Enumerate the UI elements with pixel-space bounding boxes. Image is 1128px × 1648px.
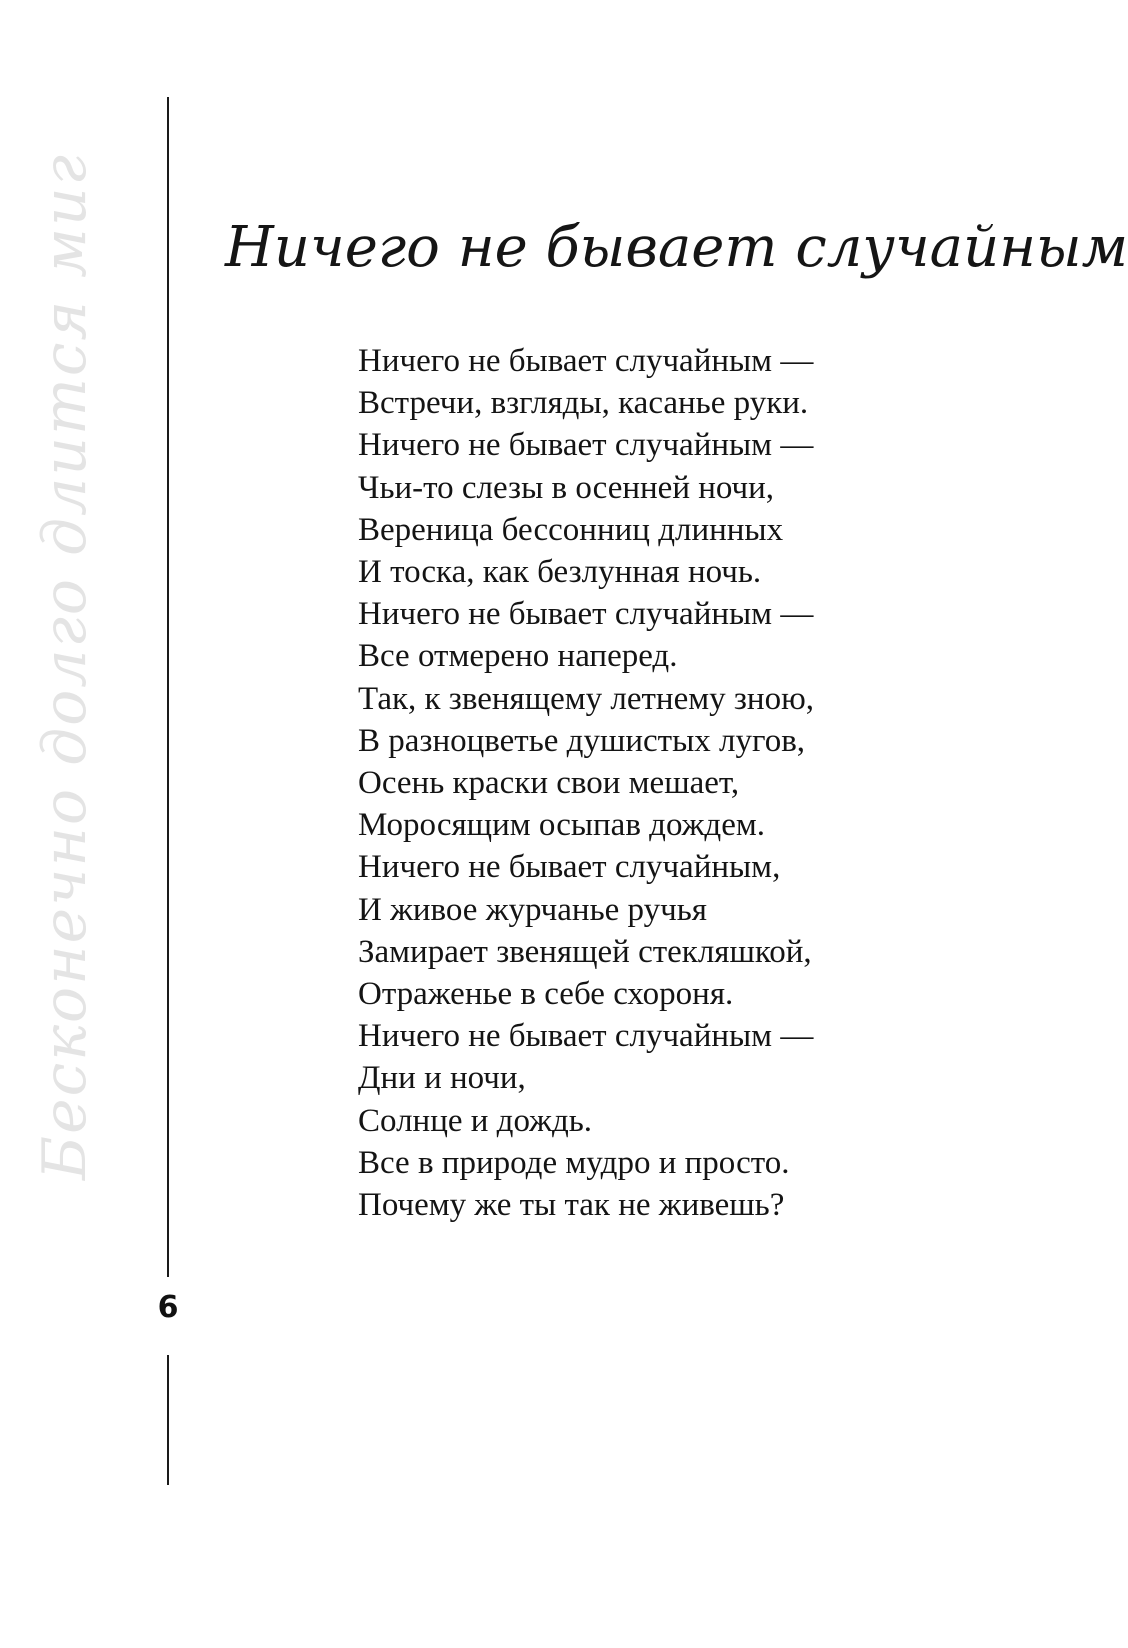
poem-line: Все в природе мудро и просто. [358, 1144, 790, 1181]
poem-line: Все отмерено наперед. [358, 638, 678, 675]
poem-line: Дни и ночи, [358, 1060, 526, 1097]
poem-line: Так, к звенящему летнему зною, [358, 680, 814, 717]
poem-line: Ничего не бывает случайным — [358, 343, 814, 379]
poem-line: Почему же ты так не живешь? [358, 1187, 785, 1224]
poem-line: Чьи-то слезы в осенней ночи, [358, 469, 775, 506]
poem-line: В разноцветье душистых лугов, [358, 722, 806, 759]
poem-line: Замирает звенящей стекляшкой, [358, 933, 812, 970]
poem-line: Вереница бессонниц длинных [358, 511, 784, 548]
poem-line: Солнце и дождь. [358, 1102, 593, 1139]
poem-body [358, 340, 814, 1226]
running-title: Бесконечно долго длится миг [30, 153, 100, 1180]
poem-line: Встречи, взгляды, касанье руки. [358, 385, 809, 422]
poem-line: Отраженье в себе схороня. [358, 976, 734, 1013]
poem-line: И тоска, как безлунная ночь. [358, 554, 762, 591]
margin-rule-bottom [167, 1355, 169, 1485]
poem-line: Ничего не бывает случайным — [358, 1018, 814, 1055]
poem-line: И живое журчанье ручья [358, 891, 707, 928]
poem-title: Ничего не бывает случайным [225, 215, 1128, 280]
poem-line: Осень краски свои мешает, [358, 765, 740, 802]
margin-rule-top [167, 97, 169, 1277]
poem-line: Ничего не бывает случайным — [358, 596, 814, 633]
page-number: 6 [157, 1290, 179, 1325]
poem-line: Ничего не бывает случайным — [358, 427, 814, 464]
poem-line: Ничего не бывает случайным, [358, 849, 781, 886]
poem-line: Моросящим осыпав дождем. [358, 807, 765, 844]
